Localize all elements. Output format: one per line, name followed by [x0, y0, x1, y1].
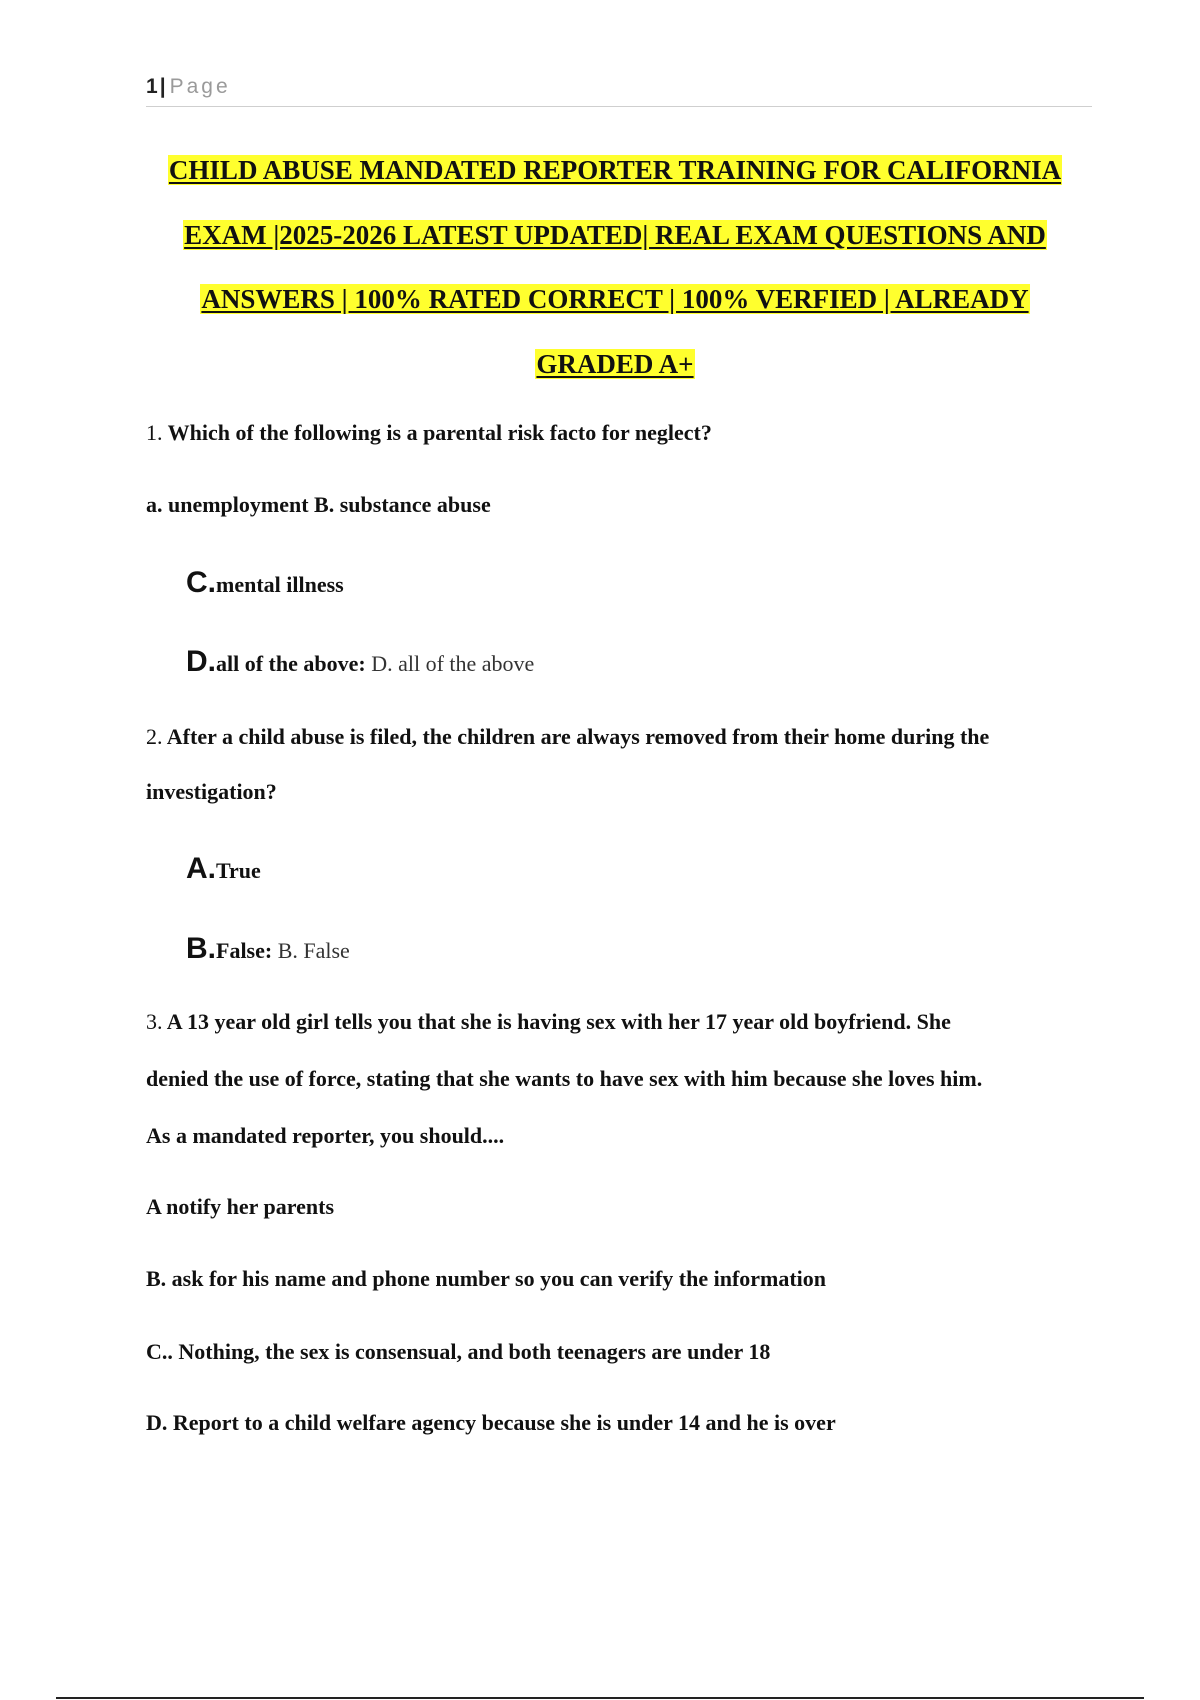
question-3-text-line-1: A 13 year old girl tells you that she is having sex with her 17 year old boyfriend. She: [162, 1009, 951, 1034]
option-letter: B.: [186, 932, 216, 965]
footer-rule: [56, 1697, 1144, 1699]
page-label: Page: [169, 75, 231, 98]
title-line-1: CHILD ABUSE MANDATED REPORTER TRAINING FOR CALIFORNIA: [168, 155, 1062, 185]
question-1: [146, 420, 712, 446]
question-1-number: 1.: [146, 420, 163, 445]
option-letter: A.: [186, 852, 216, 885]
question-3-option-c: C.. Nothing, the sex is consensual, and both teenagers are under 18: [146, 1339, 771, 1364]
question-1-option-d: [186, 645, 534, 679]
question-3-text-line-2: denied the use of force, stating that she wants to have sex with him because she loves him.: [146, 1066, 983, 1091]
option-letter: D.: [186, 645, 216, 678]
question-2: [146, 724, 989, 750]
question-2-number: 2.: [146, 724, 163, 749]
option-letter: C.: [186, 566, 216, 599]
title-line-3: ANSWERS | 100% RATED CORRECT | 100% VERFIED | ALREADY: [201, 284, 1029, 314]
question-3-text-line-3: As a mandated reporter, you should....: [146, 1123, 505, 1148]
page-separator: |: [159, 75, 166, 98]
question-1-option-line: a. unemployment B. substance abuse: [146, 492, 491, 517]
question-2-option-b: [186, 932, 350, 966]
question-3: [146, 1009, 951, 1035]
question-3-option-d: D. Report to a child welfare agency because she is under 14 and he is over: [146, 1410, 836, 1435]
title-line-4: GRADED A+: [536, 348, 694, 379]
question-2-option-a: [186, 852, 261, 886]
option-text: True: [216, 858, 261, 883]
page-header: [146, 72, 1092, 107]
title-line-2: EXAM |2025-2026 LATEST UPDATED| REAL EXAM QUESTIONS AND: [184, 219, 1046, 250]
option-answer: D. all of the above: [365, 651, 535, 676]
page-number: 1: [146, 75, 158, 98]
option-text: all of the above:: [216, 651, 366, 676]
question-2-text-line-1: After a child abuse is filed, the children are always removed from their home during the: [162, 724, 990, 749]
question-3-option-a: A notify her parents: [146, 1194, 335, 1219]
question-3-option-b: B. ask for his name and phone number so you can verify the information: [146, 1266, 827, 1291]
option-text: False:: [216, 938, 273, 963]
question-3-number: 3.: [146, 1009, 163, 1034]
option-answer: B. False: [272, 938, 350, 963]
question-2-text-line-2: investigation?: [146, 779, 277, 804]
question-1-option-c: [186, 566, 344, 600]
question-1-text: Which of the following is a parental risk facto for neglect?: [162, 420, 712, 445]
document-title: [140, 138, 1090, 396]
option-text: mental illness: [216, 572, 344, 597]
